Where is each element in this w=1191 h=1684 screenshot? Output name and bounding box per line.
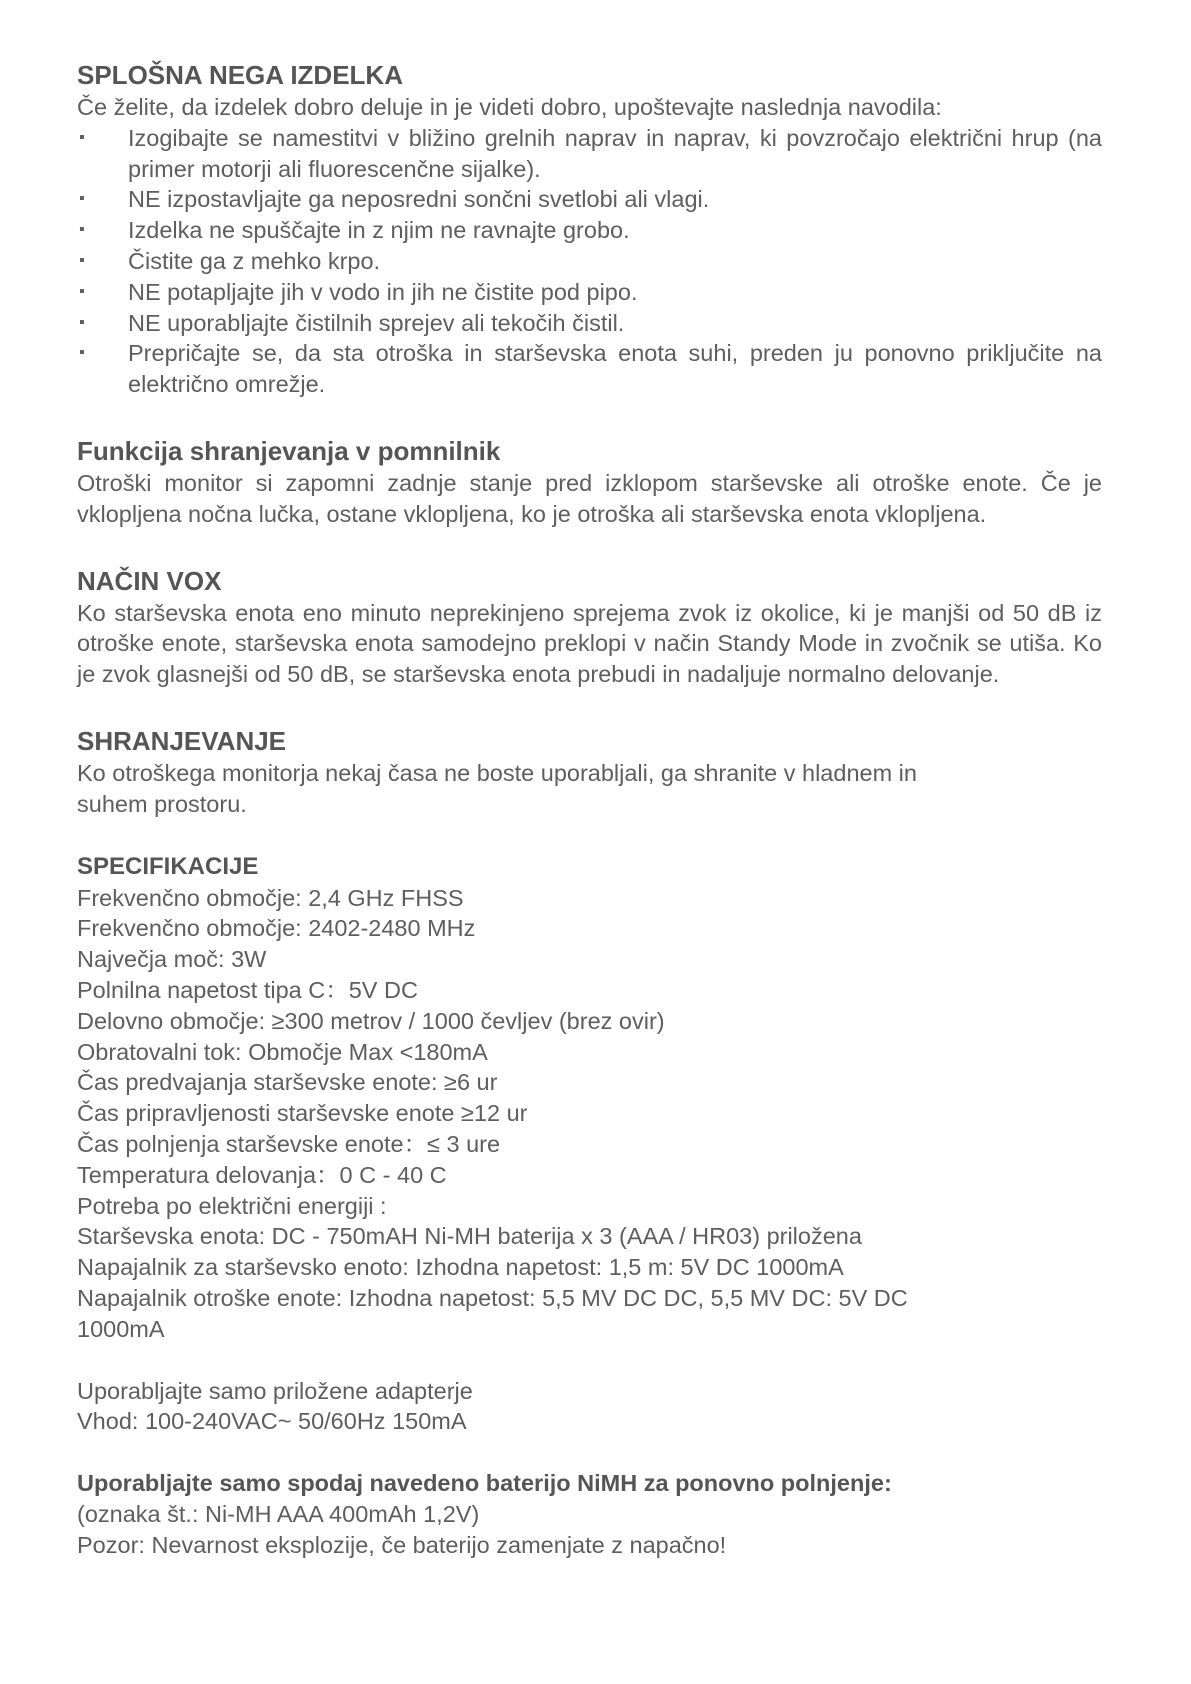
bullet-icon: ▪ (79, 128, 85, 146)
list-item-text: Čistite ga z mehko krpo. (128, 247, 381, 274)
list-item-text: NE izpostavljajte ga neposredni sončni svetlobi ali vlagi. (128, 186, 710, 213)
spec-line: Temperatura delovanja：0 C - 40 C (77, 1161, 447, 1188)
list-item (77, 277, 1102, 308)
bullet-icon: ▪ (79, 221, 85, 239)
spec-line: Čas pripravljenosti starševske enote ≥12 ur (77, 1100, 528, 1127)
list-item-text: Izdelka ne spuščajte in z njim ne ravnajte grobo. (128, 217, 630, 244)
spec-line: Napajalnik otroške enote: Izhodna napetost: 5,5 MV DC DC, 5,5 MV DC: 5V DC (77, 1284, 908, 1311)
storage-line-1: Ko otroškega monitorja nekaj časa ne boste uporabljali, ga shranite v hladnem in (77, 759, 917, 786)
spec-line: Čas polnjenja starševske enote：≤ 3 ure (77, 1130, 501, 1157)
bullet-icon: ▪ (79, 251, 85, 269)
adapters-line-1: Uporabljajte samo priložene adapterje (77, 1377, 473, 1404)
adapters-line-2: Vhod: 100-240VAC~ 50/60Hz 150mA (77, 1408, 467, 1435)
spec-line: Največja moč: 3W (77, 946, 267, 973)
list-item-text: Izogibajte se namestitvi v bližino grelnih naprav in naprav, ki povzročajo električni hrup (na primer motorji ali fluorescenčne sijalke). (128, 124, 1102, 182)
vox-body: Ko starševska enota eno minuto neprekinjeno sprejema zvok iz okolice, ki je manjši od 50 dB iz otroške enote, starševska enota samodejno preklopi v način Standy Mode in zvočnik se utiša. Ko je zvok glasnejši od 50 dB, se starševska enota prebudi in nadaljuje normalno delovanje. (77, 599, 1102, 688)
care-heading: SPLOŠNA NEGA IZDELKA (77, 60, 403, 90)
storage-line-2: suhem prostoru. (77, 790, 247, 817)
list-item (77, 308, 1102, 339)
spec-line: Frekvenčno območje: 2,4 GHz FHSS (77, 884, 464, 911)
list-item (77, 123, 1102, 185)
battery-label-line: (oznaka št.: Ni-MH AAA 400mAh 1,2V) (77, 1500, 480, 1527)
bullet-icon: ▪ (79, 190, 85, 208)
spec-line: Potreba po električni energiji : (77, 1192, 387, 1219)
bullet-icon: ▪ (79, 282, 85, 300)
list-item-text: NE uporabljajte čistilnih sprejev ali tekočih čistil. (128, 309, 625, 336)
manual-page (77, 58, 1102, 1560)
spec-line: Frekvenčno območje: 2402-2480 MHz (77, 915, 476, 942)
care-intro: Če želite, da izdelek dobro deluje in je videti dobro, upoštevajte naslednja navodila: (77, 94, 942, 120)
spec-line: Napajalnik za starševsko enoto: Izhodna napetost: 1,5 m: 5V DC 1000mA (77, 1254, 844, 1281)
bullet-icon: ▪ (79, 344, 85, 362)
list-item-text: Prepričajte se, da sta otroška in starševska enota suhi, preden ju ponovno priključite na električno omrežje. (128, 340, 1102, 398)
spec-line: Delovno območje: ≥300 metrov / 1000 čevljev (brez ovir) (77, 1007, 665, 1034)
list-item (77, 215, 1102, 246)
memory-heading: Funkcija shranjevanja v pomnilnik (77, 435, 501, 466)
vox-heading: NAČIN VOX (77, 565, 222, 596)
list-item (77, 338, 1102, 400)
storage-heading: SHRANJEVANJE (77, 725, 287, 756)
spec-line: 1000mA (77, 1315, 165, 1342)
spec-line: Polnilna napetost tipa C：5V DC (77, 976, 418, 1003)
bullet-icon: ▪ (79, 313, 85, 331)
list-item (77, 184, 1102, 215)
list-item (77, 246, 1102, 277)
memory-body: Otroški monitor si zapomni zadnje stanje pred izklopom starševske ali otroške enote. Če je vklopljena nočna lučka, ostane vklopljena, ko je otroška ali starševska enota vklopljena. (77, 469, 1102, 527)
spec-line: Starševska enota: DC - 750mAH Ni-MH baterija x 3 (AAA / HR03) priložena (77, 1223, 862, 1250)
battery-heading: Uporabljajte samo spodaj navedeno baterijo NiMH za ponovno polnjenje: (77, 1470, 892, 1497)
list-item-text: NE potapljajte jih v vodo in jih ne čistite pod pipo. (128, 278, 638, 305)
specs-heading: SPECIFIKACIJE (77, 852, 259, 880)
spec-line: Čas predvajanja starševske enote: ≥6 ur (77, 1069, 498, 1096)
battery-warning-line: Pozor: Nevarnost eksplozije, če baterijo zamenjate z napačno! (77, 1531, 727, 1558)
spec-line: Obratovalni tok: Območje Max <180mA (77, 1038, 488, 1065)
care-list (77, 123, 1102, 400)
